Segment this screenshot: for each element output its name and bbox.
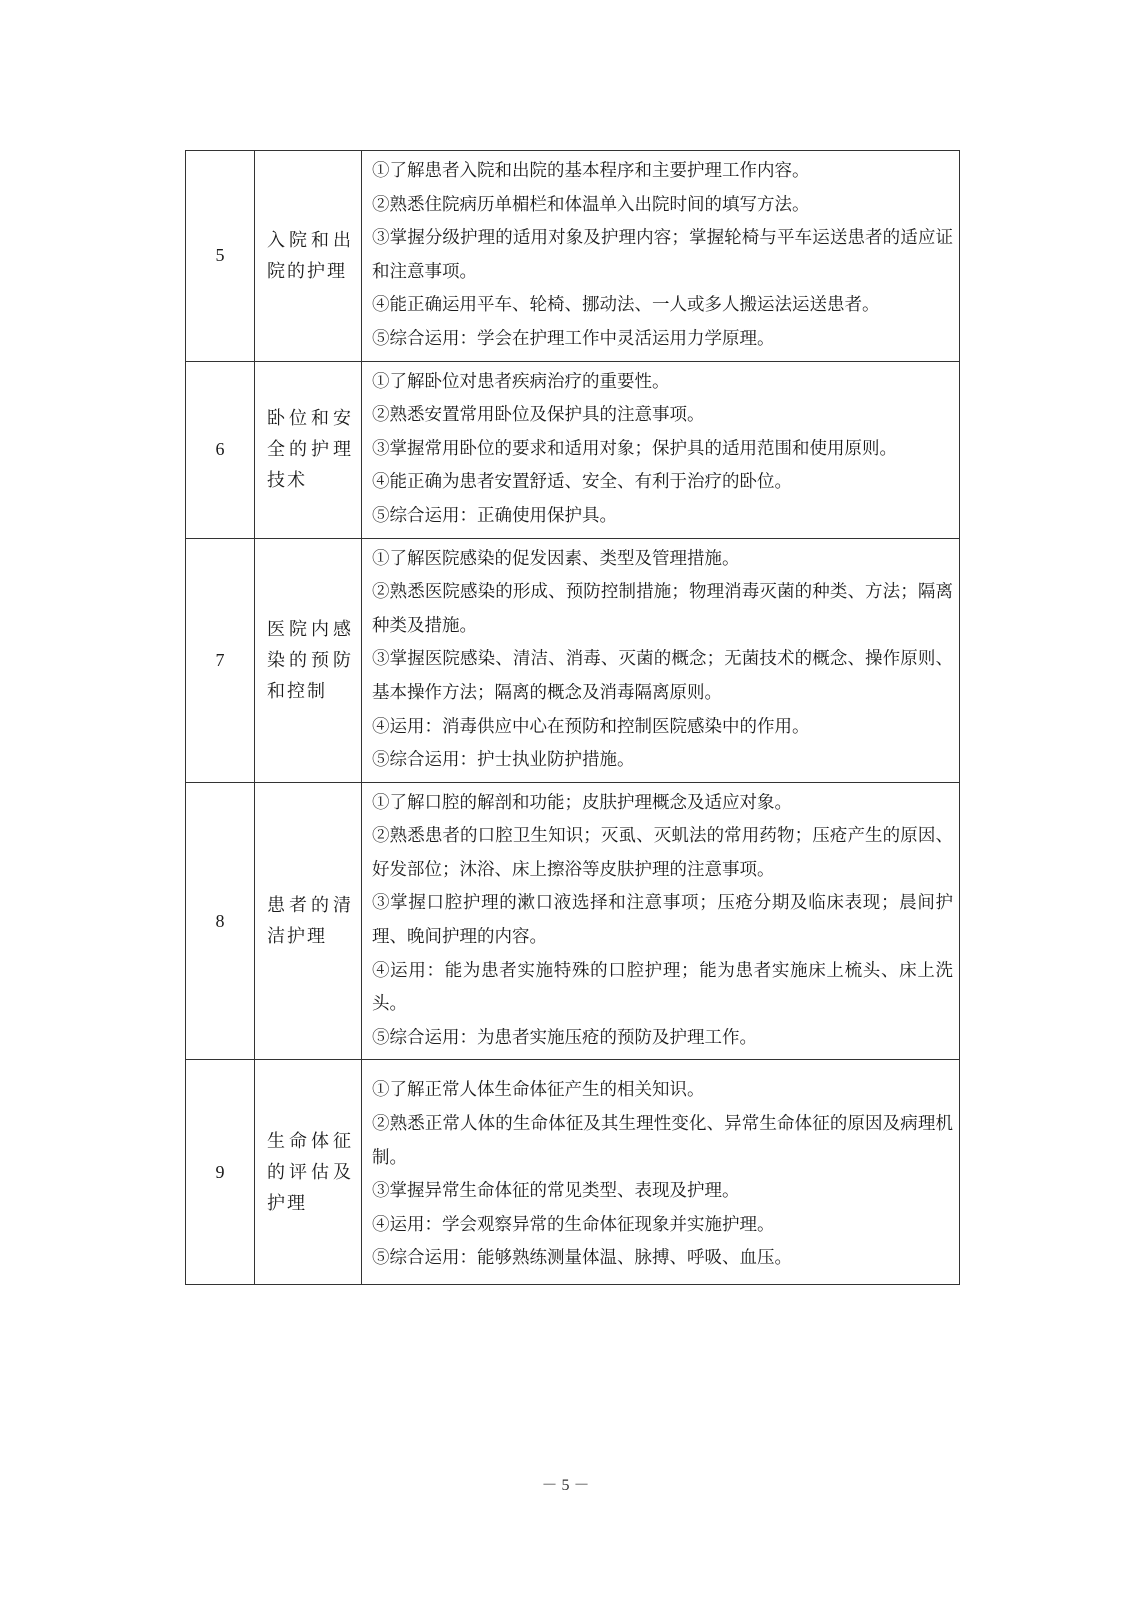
page-number: － 5 －	[541, 1477, 590, 1494]
row-topic: 医院内感染的预防和控制	[255, 538, 362, 782]
curriculum-table	[185, 150, 960, 1285]
row-number: 8	[186, 782, 255, 1060]
content-item: ②熟悉医院感染的形成、预防控制措施；物理消毒灭菌的种类、方法；隔离种类及措施。	[372, 582, 953, 636]
table-row	[186, 361, 960, 538]
row-topic: 卧位和安全的护理技术	[255, 361, 362, 538]
content-item: ③掌握异常生命体征的常见类型、表现及护理。	[372, 1181, 740, 1202]
row-number: 7	[186, 538, 255, 782]
row-content	[362, 782, 960, 1060]
content-item: ②熟悉患者的口腔卫生知识；灭虱、灭虮法的常用药物；压疮产生的原因、好发部位；沐浴、床上擦浴等皮肤护理的注意事项。	[372, 826, 953, 880]
table-row	[186, 151, 960, 362]
row-content	[362, 151, 960, 362]
content-item: ②熟悉正常人体的生命体征及其生理性变化、异常生命体征的原因及病理机制。	[372, 1114, 953, 1168]
row-content	[362, 361, 960, 538]
content-item: ③掌握口腔护理的漱口液选择和注意事项；压疮分期及临床表现；晨间护理、晚间护理的内容。	[372, 893, 953, 948]
table-row	[186, 782, 960, 1060]
row-number: 9	[186, 1060, 255, 1285]
row-topic: 入院和出院的护理	[255, 151, 362, 362]
row-topic: 患者的清洁护理	[255, 782, 362, 1060]
content-item: ③掌握常用卧位的要求和适用对象；保护具的适用范围和使用原则。	[372, 438, 897, 459]
row-topic: 生命体征的评估及护理	[255, 1060, 362, 1285]
row-number: 6	[186, 361, 255, 538]
content-item: ①了解患者入院和出院的基本程序和主要护理工作内容。	[372, 161, 810, 181]
row-content	[362, 538, 960, 782]
content-item: ①了解口腔的解剖和功能；皮肤护理概念及适应对象。	[372, 792, 792, 813]
content-item: ⑤综合运用：学会在护理工作中灵活运用力学原理。	[372, 328, 775, 349]
content-item: ④运用：消毒供应中心在预防和控制医院感染中的作用。	[372, 716, 810, 737]
row-number: 5	[186, 151, 255, 362]
row-content	[362, 1060, 960, 1285]
content-item: ③掌握分级护理的适用对象及护理内容；掌握轮椅与平车运送患者的适应证和注意事项。	[372, 228, 953, 282]
content-item: ④运用：能为患者实施特殊的口腔护理；能为患者实施床上梳头、床上洗头。	[372, 960, 953, 1015]
content-item: ⑤综合运用：能够熟练测量体温、脉搏、呼吸、血压。	[372, 1248, 792, 1269]
content-item: ①了解医院感染的促发因素、类型及管理措施。	[372, 548, 740, 569]
table-row	[186, 1060, 960, 1285]
content-item: ②熟悉住院病历单楣栏和体温单入出院时间的填写方法。	[372, 194, 810, 215]
content-item: ④能正确运用平车、轮椅、挪动法、一人或多人搬运法运送患者。	[372, 295, 880, 316]
content-item: ⑤综合运用：正确使用保护具。	[372, 505, 617, 526]
content-item: ④能正确为患者安置舒适、安全、有利于治疗的卧位。	[372, 472, 792, 493]
content-item: ②熟悉安置常用卧位及保护具的注意事项。	[372, 405, 705, 426]
table-row	[186, 538, 960, 782]
content-item: ③掌握医院感染、清洁、消毒、灭菌的概念；无菌技术的概念、操作原则、基本操作方法；隔离的概念及消毒隔离原则。	[372, 649, 953, 703]
content-item: ①了解正常人体生命体征产生的相关知识。	[372, 1080, 705, 1101]
content-item: ①了解卧位对患者疾病治疗的重要性。	[372, 371, 670, 392]
content-item: ④运用：学会观察异常的生命体征现象并实施护理。	[372, 1214, 775, 1235]
content-item: ⑤综合运用：为患者实施压疮的预防及护理工作。	[372, 1027, 757, 1048]
content-item: ⑤综合运用：护士执业防护措施。	[372, 750, 635, 771]
